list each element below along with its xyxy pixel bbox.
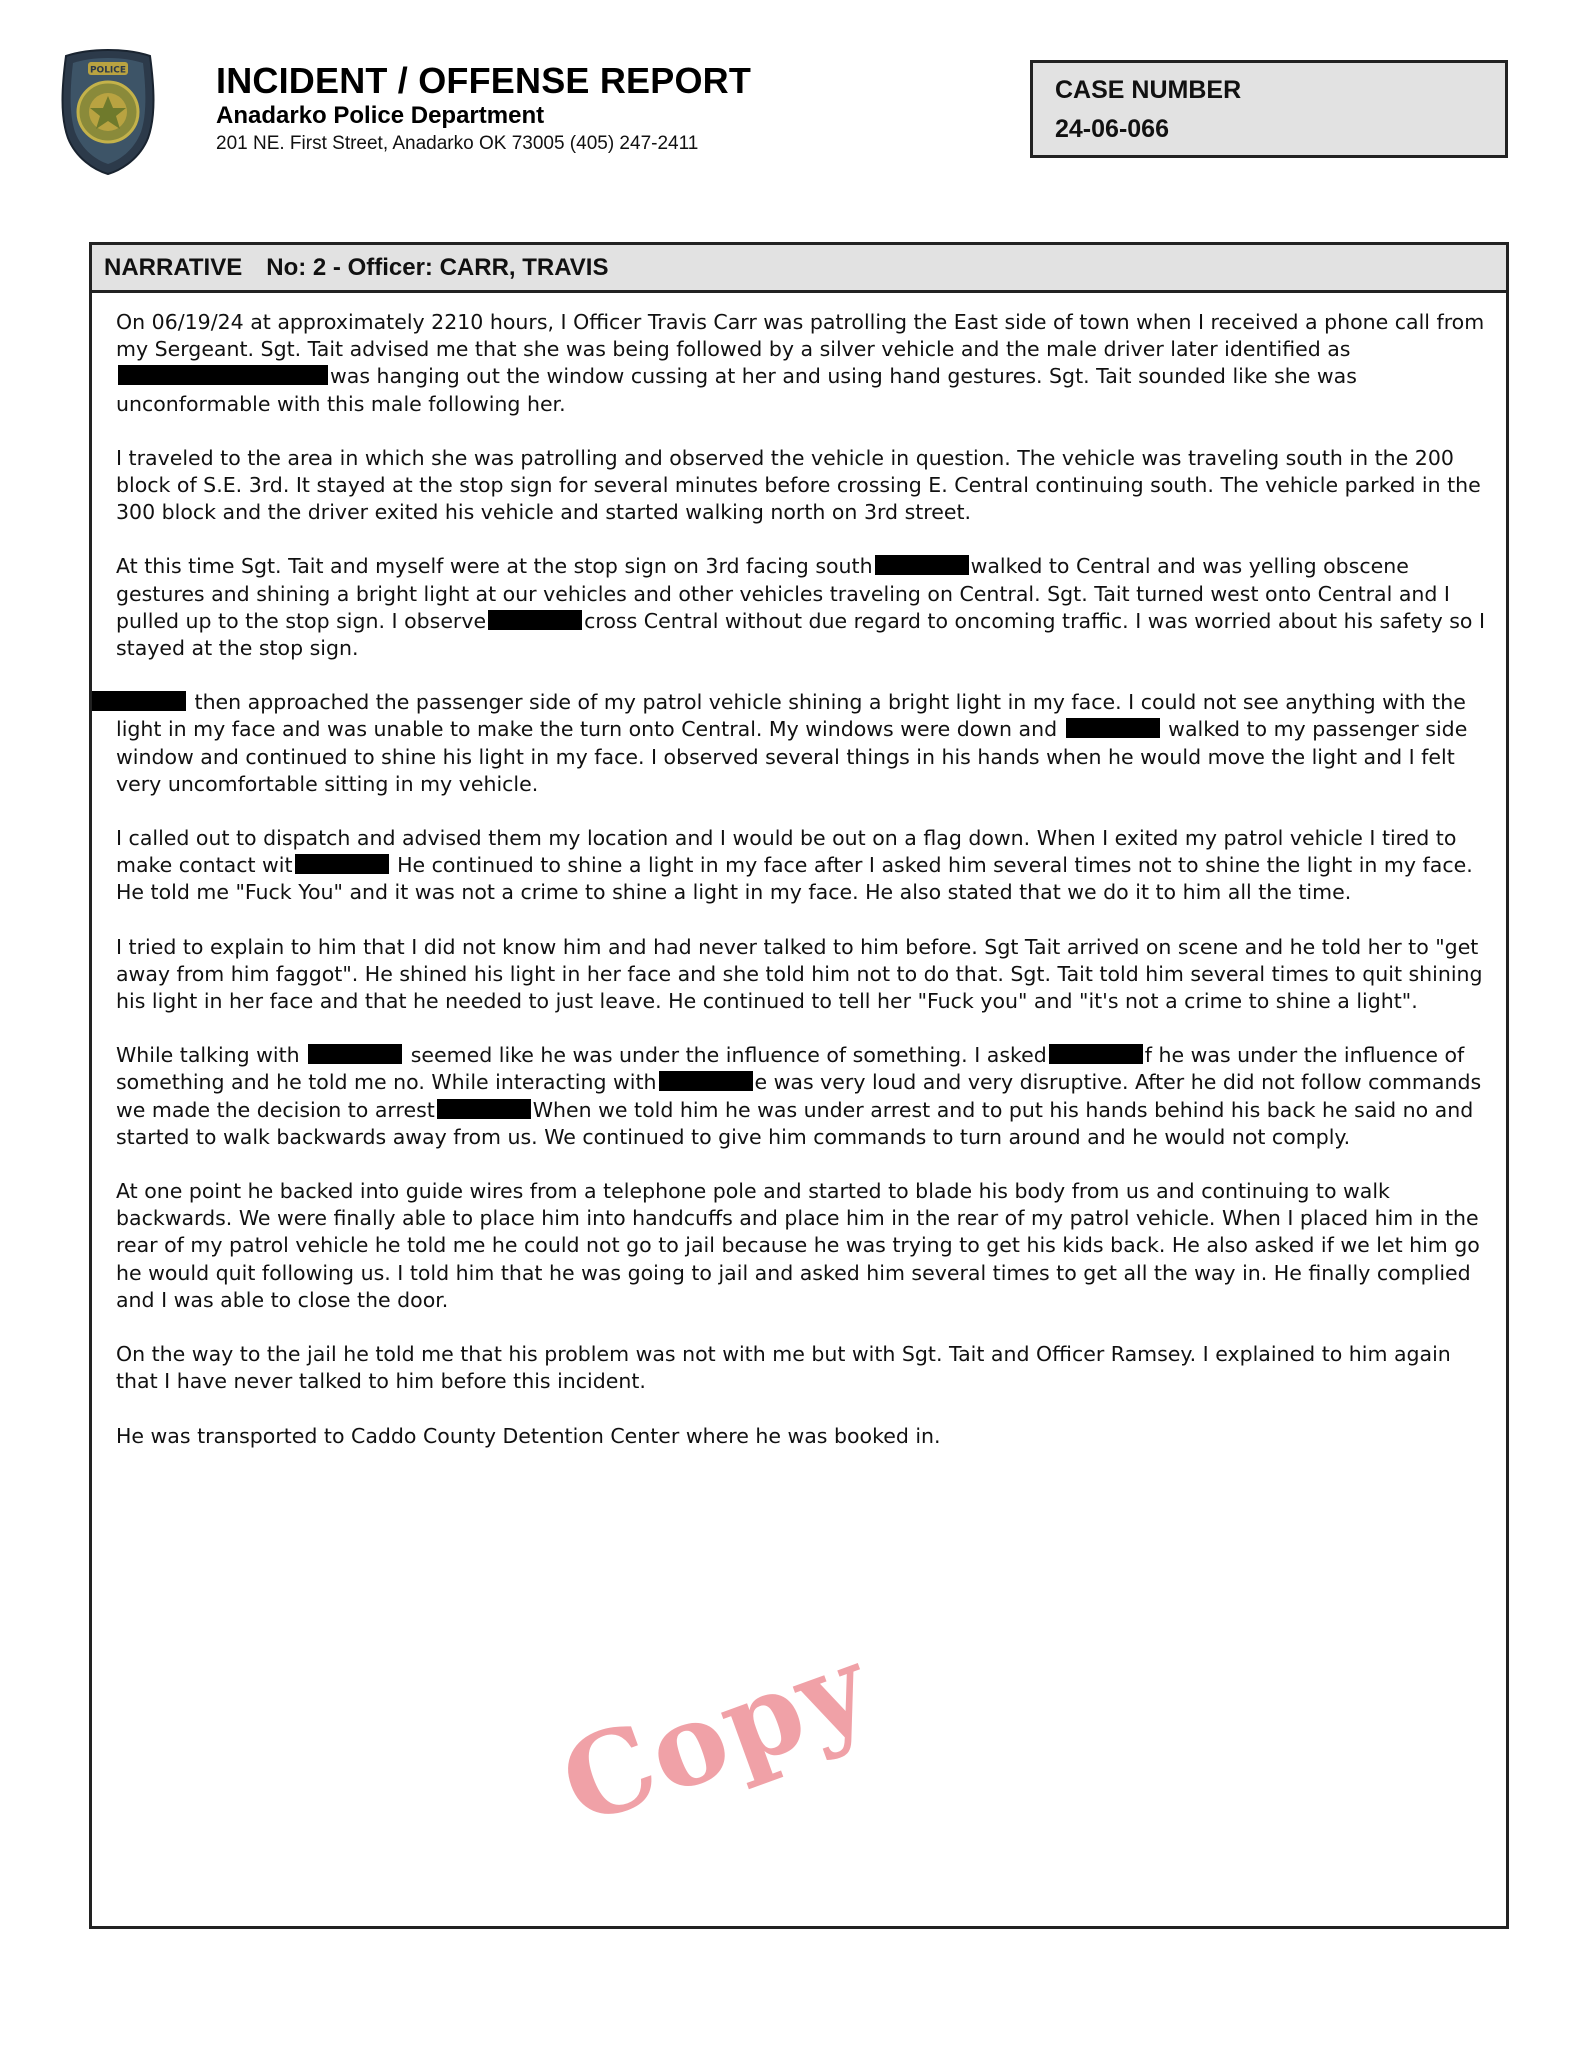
department-name: Anadarko Police Department [216, 102, 545, 129]
narrative-officer: No: 2 - Officer: CARR, TRAVIS [266, 254, 609, 281]
badge-text: POLICE [89, 65, 127, 76]
copy-stamp: Copy [545, 1620, 887, 1851]
department-address: 201 NE. First Street, Anadarko OK 73005 (405) 247-2411 [216, 133, 699, 154]
narrative-paragraph: He was transported to Caddo County Detention Center where he was booked in. [116, 1423, 941, 1448]
narrative-paragraph: At this time Sgt. Tait and myself were at the stop sign on 3rd facing south walked to Central and was yelling obscene gestures and shining a bright light at our vehicles and other vehicles traveling on Central. Sgt. Tait turned west onto Central and I pulled up to the stop sign. I observe cross Central without due regard to oncoming traffic. I was worried about his safety so I stayed at the stop sign. [116, 554, 1486, 661]
narrative-paragraph: I traveled to the area in which she was patrolling and observed the vehicle in question. The vehicle was traveling south in the 200 block of S.E. 3rd. It stayed at the stop sign for several minutes before crossing E. Central continuing south. The vehicle parked in the 300 block and the driver exited his vehicle and started walking north on 3rd street. [116, 445, 1481, 525]
narrative-body [116, 309, 1496, 1477]
narrative-paragraph: I tried to explain to him that I did not know him and had never talked to him before. Sgt Tait arrived on scene and he told her to "get away from him faggot". He shined his light in her face and she told him not to do that. Sgt. Tait told him several times to quit shining his light in her face and that he needed to just leave. He continued to tell her "Fuck you" and "it's not a crime to shine a light". [116, 934, 1483, 1014]
case-number-label: CASE NUMBER [1055, 76, 1242, 104]
narrative-paragraph: At one point he backed into guide wires from a telephone pole and started to blade his body from us and continuing to walk backwards. We were finally able to place him into handcuffs and place him in the rear of my patrol vehicle. When I placed him in the rear of my patrol vehicle he told me he could not go to jail because he was trying to get his kids back. He also asked if we let him go he would quit following us. I told him that he was going to jail and asked him several times to get all the way in. He finally complied and I was able to close the door. [116, 1179, 1480, 1312]
redaction-bar [118, 365, 328, 385]
redaction-bar [437, 1099, 531, 1119]
redaction-bar [875, 555, 969, 575]
police-badge-logo [58, 46, 158, 176]
redaction-bar [1049, 1044, 1143, 1064]
narrative-paragraph: I called out to dispatch and advised them my location and I would be out on a flag down. When I exited my patrol vehicle I tired to make contact wit He continued to shine a light in my face after I asked him several times not to shine the light in my face. He told me "Fuck You" and it was not a crime to shine a light in my face. He also stated that we do it to him all the time. [116, 826, 1473, 905]
redaction-bar [92, 691, 186, 711]
redaction-bar [1066, 718, 1160, 738]
case-number-value: 24-06-066 [1055, 115, 1169, 143]
narrative-header [92, 245, 1506, 293]
narrative-label: NARRATIVE [104, 254, 243, 281]
narrative-paragraph: On the way to the jail he told me that his problem was not with me but with Sgt. Tait and Officer Ramsey. I explained to him again that I have never talked to him before this incident. [116, 1342, 1451, 1394]
narrative-paragraph: then approached the passenger side of my patrol vehicle shining a bright light in my face. I could not see anything with the light in my face and was unable to make the turn onto Central. My windows were down and walked to my passenger side window and continued to shine his light in my face. I observed several things in his hands when he would move the light and I felt very uncomfortable sitting in my vehicle. [116, 689, 1496, 798]
report-title: INCIDENT / OFFENSE REPORT [216, 60, 752, 101]
redaction-bar [659, 1071, 753, 1091]
redaction-bar [488, 610, 582, 630]
redaction-bar [295, 854, 389, 874]
redaction-bar [308, 1044, 402, 1064]
narrative-paragraph: While talking with seemed like he was under the influence of something. I asked f he was under the influence of something and he told me no. While interacting with e was very loud and very disruptive. After he did not follow commands we made the decision to arrest When we told him he was under arrest and to put his hands behind his back he said no and started to walk backwards away from us. We continued to give him commands to turn around and he would not comply. [116, 1043, 1482, 1149]
narrative-paragraph: On 06/19/24 at approximately 2210 hours, I Officer Travis Carr was patrolling the East side of town when I received a phone call from my Sergeant. Sgt. Tait advised me that she was being followed by a silver vehicle and the male driver later identified as was hanging out the window cussing at her and using hand gestures. Sgt. Tait sounded like she was unconformable with this male following her. [116, 310, 1485, 416]
case-number-box [1030, 60, 1508, 158]
